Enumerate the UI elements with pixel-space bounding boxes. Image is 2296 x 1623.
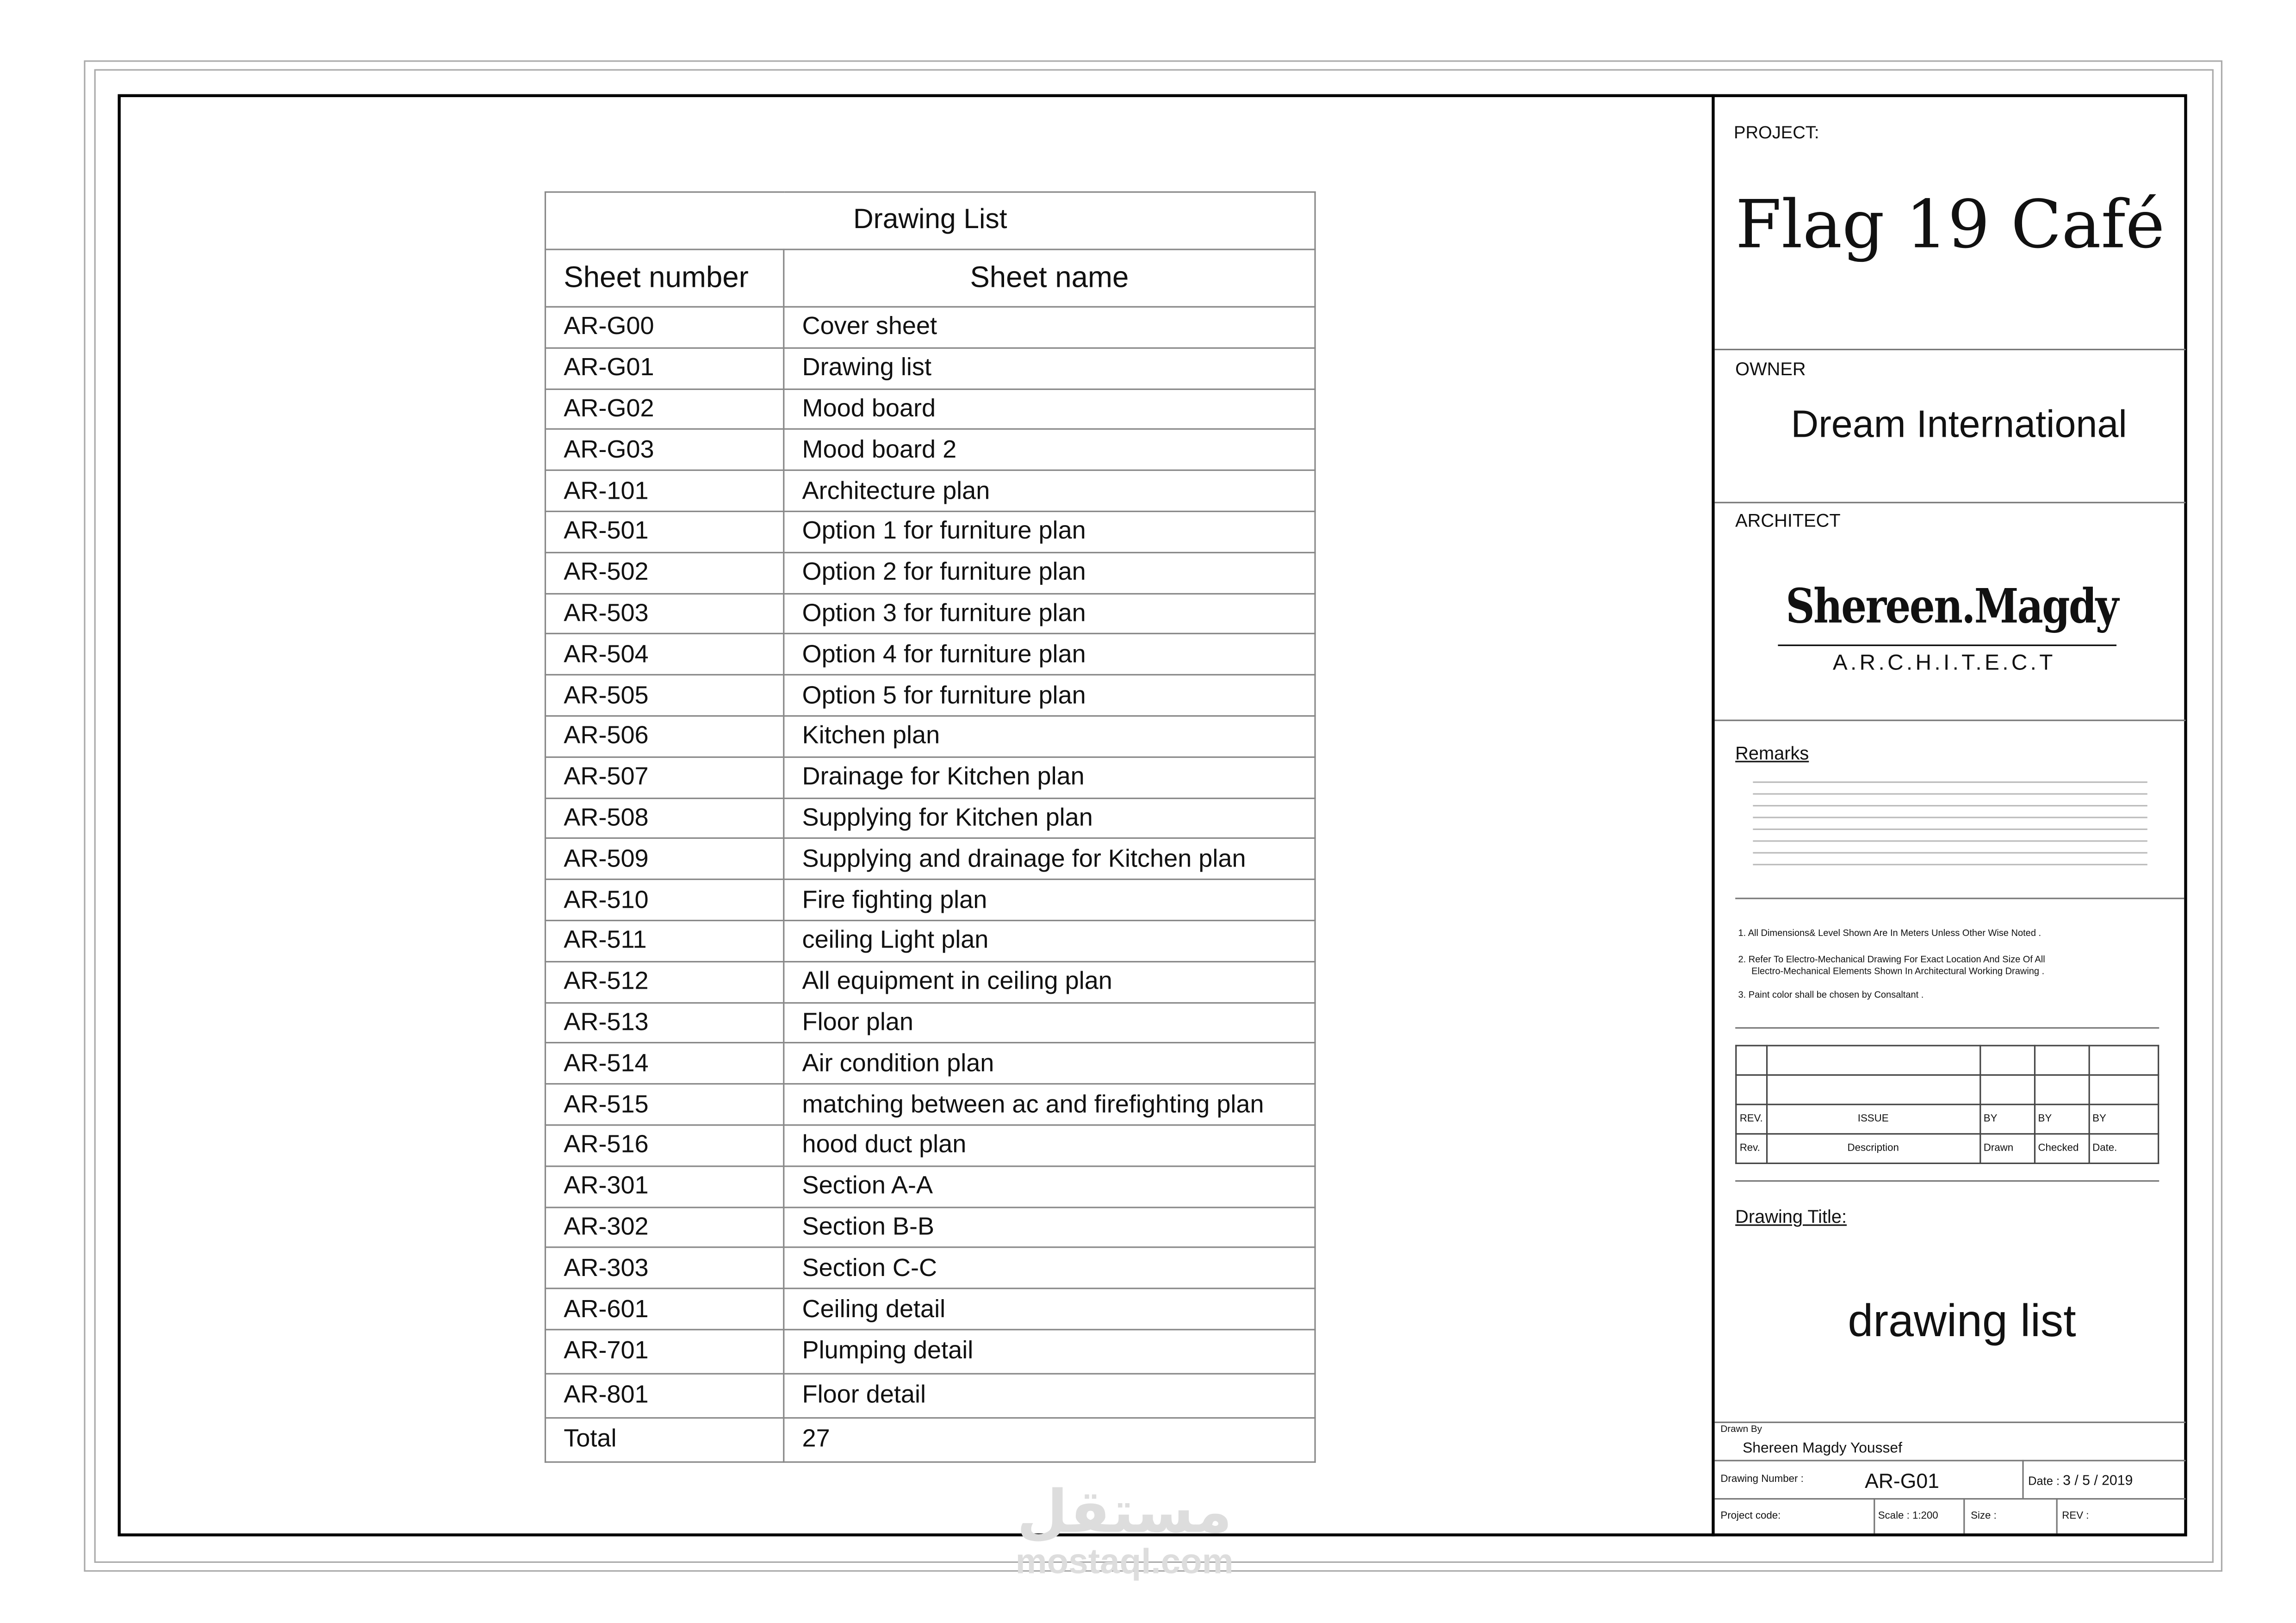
sheet-name: Option 1 for furniture plan [784, 511, 1315, 552]
divider [1735, 1180, 2159, 1182]
sheet-name: Option 5 for furniture plan [784, 675, 1315, 716]
logo-rule [1778, 644, 2116, 646]
sheet-number: AR-507 [545, 757, 783, 798]
table-row [545, 389, 1315, 429]
sheet-name: Floor detail [784, 1374, 1315, 1418]
table-row [545, 634, 1315, 675]
table-row [545, 593, 1315, 634]
table-row [545, 920, 1315, 961]
sheet-name: Section C-C [784, 1248, 1315, 1288]
sheet-name: Cover sheet [784, 307, 1315, 347]
sheet-name: Mood board [784, 389, 1315, 429]
sheet-number: AR-511 [545, 920, 783, 961]
table-row [545, 880, 1315, 920]
architect-label: ARCHITECT [1735, 510, 1841, 532]
issue-header: ISSUE [1767, 1104, 1980, 1134]
sheet-number: AR-508 [545, 798, 783, 838]
architect-logo-sub: A.R.C.H.I.T.E.C.T [1832, 650, 2056, 675]
sheet-name: Option 3 for furniture plan [784, 593, 1315, 634]
table-title: Drawing List [545, 192, 1315, 249]
sheet-name: Floor plan [784, 1002, 1315, 1043]
note-2-cont: Electro-Mechanical Elements Shown In Architectural Working Drawing . [1751, 966, 2045, 978]
divider [1715, 502, 2186, 503]
sheet-number: AR-G03 [545, 429, 783, 470]
table-row [545, 675, 1315, 716]
by-header: BY [1980, 1104, 2035, 1134]
table-row [545, 1043, 1315, 1084]
table-row [545, 471, 1315, 511]
description-header: Description [1767, 1134, 1980, 1164]
table-row [545, 1125, 1315, 1166]
sheet-number: AR-506 [545, 716, 783, 756]
sheet-number: AR-503 [545, 593, 783, 634]
sheet-name: Option 4 for furniture plan [784, 634, 1315, 675]
sheet-name: Air condition plan [784, 1043, 1315, 1084]
sheet-number: AR-601 [545, 1288, 783, 1329]
table-row [545, 429, 1315, 470]
by-header: BY [2089, 1104, 2158, 1134]
sheet-number: AR-514 [545, 1043, 783, 1084]
owner-label: OWNER [1735, 359, 1806, 380]
table-row [545, 1288, 1315, 1329]
date-header: Date. [2089, 1134, 2158, 1164]
sheet-number: AR-701 [545, 1330, 783, 1374]
table-row [545, 348, 1315, 389]
table-row [545, 1248, 1315, 1288]
sheet-name: ceiling Light plan [784, 920, 1315, 961]
total-label: Total [545, 1418, 783, 1462]
note-1: 1. All Dimensions& Level Shown Are In Meters Unless Other Wise Noted . [1738, 929, 2042, 939]
table-row [545, 839, 1315, 880]
title-block-divider [1712, 94, 1714, 1536]
drawing-title-label: Drawing Title: [1735, 1207, 1847, 1227]
sheet-number: AR-G02 [545, 389, 783, 429]
divider [1735, 1027, 2159, 1028]
sheet-name: Supplying for Kitchen plan [784, 798, 1315, 838]
sheet-name: Architecture plan [784, 471, 1315, 511]
checked-header: Checked [2035, 1134, 2089, 1164]
sheet-number: AR-301 [545, 1166, 783, 1207]
sheet-name: hood duct plan [784, 1125, 1315, 1166]
table-row [545, 1084, 1315, 1125]
table-row [545, 1166, 1315, 1207]
watermark [1015, 1479, 1234, 1583]
divider [1715, 1460, 2186, 1461]
sheet-number: AR-G01 [545, 348, 783, 389]
sheet-number: AR-509 [545, 839, 783, 880]
project-label: PROJECT: [1733, 122, 1819, 143]
sheet-number: AR-801 [545, 1374, 783, 1418]
sheet-name: Mood board 2 [784, 429, 1315, 470]
remarks-label: Remarks [1735, 743, 1809, 764]
table-row [545, 511, 1315, 552]
drawing-list-table [545, 192, 1316, 1463]
divider [1735, 898, 2184, 899]
table-row [545, 1002, 1315, 1043]
sheet-name: matching between ac and firefighting plan [784, 1084, 1315, 1125]
note-2: 2. Refer To Electro-Mechanical Drawing For Exact Location And Size Of All [1738, 955, 2045, 966]
drawing-number: AR-G01 [1865, 1468, 1939, 1493]
rev-label: REV : [2062, 1511, 2089, 1522]
date-label: Date : [2028, 1474, 2060, 1488]
divider [1715, 1498, 2186, 1499]
sheet-number: AR-302 [545, 1207, 783, 1247]
sheet-name: Option 2 for furniture plan [784, 552, 1315, 593]
divider [1715, 349, 2186, 350]
sheet-name: Fire fighting plan [784, 880, 1315, 920]
sheet-name: Drawing list [784, 348, 1315, 389]
project-name: Flag 19 Café [1735, 185, 2165, 264]
sheet-name: Section B-B [784, 1207, 1315, 1247]
sheet-number: AR-510 [545, 880, 783, 920]
table-row [545, 716, 1315, 756]
sheet-number: AR-504 [545, 634, 783, 675]
divider [1715, 1422, 2186, 1423]
drawn-by: Shereen Magdy Youssef [1743, 1441, 1902, 1457]
table-row [545, 1374, 1315, 1418]
table-row [545, 307, 1315, 347]
watermark-latin: mostaql.com [1015, 1542, 1234, 1582]
architect-logo-name: Shereen.Magdy [1786, 578, 2118, 634]
sheet-number: AR-501 [545, 511, 783, 552]
by-header: BY [2035, 1104, 2089, 1134]
sheet-number: AR-513 [545, 1002, 783, 1043]
table-row [545, 757, 1315, 798]
drawn-by-label: Drawn By [1720, 1425, 1762, 1435]
header-sheet-name: Sheet name [784, 249, 1315, 307]
note-3: 3. Paint color shall be chosen by Consaltant . [1738, 990, 1924, 1001]
sheet-number: AR-G00 [545, 307, 783, 347]
watermark-arabic: مستقل [1017, 1479, 1232, 1547]
table-row [545, 1207, 1315, 1247]
sheet-name: All equipment in ceiling plan [784, 961, 1315, 1002]
divider [1715, 719, 2186, 721]
sheet-name: Section A-A [784, 1166, 1315, 1207]
sheet-number: AR-515 [545, 1084, 783, 1125]
sheet-number: AR-502 [545, 552, 783, 593]
total-row [545, 1418, 1315, 1462]
owner-name: Dream International [1791, 402, 2127, 446]
table-row [545, 798, 1315, 838]
table-row [545, 552, 1315, 593]
drawing-title: drawing list [1848, 1295, 2076, 1347]
rev-header: REV. [1736, 1104, 1767, 1134]
size-label: Size : [1971, 1511, 1997, 1522]
table-row [545, 961, 1315, 1002]
table-row [545, 1330, 1315, 1374]
sheet-number: AR-101 [545, 471, 783, 511]
rev-subheader: Rev. [1736, 1134, 1767, 1164]
drawing-number-label: Drawing Number : [1720, 1474, 1804, 1485]
sheet-number: AR-303 [545, 1248, 783, 1288]
sheet-name: Plumping detail [784, 1330, 1315, 1374]
date: 3 / 5 / 2019 [2063, 1473, 2133, 1489]
header-sheet-number: Sheet number [545, 249, 783, 307]
total-value: 27 [784, 1418, 1315, 1462]
scale-label: Scale : 1:200 [1878, 1511, 1938, 1522]
sheet-number: AR-516 [545, 1125, 783, 1166]
drawn-header: Drawn [1980, 1134, 2035, 1164]
sheet-name: Supplying and drainage for Kitchen plan [784, 839, 1315, 880]
sheet-number: AR-505 [545, 675, 783, 716]
sheet-name: Kitchen plan [784, 716, 1315, 756]
sheet-name: Ceiling detail [784, 1288, 1315, 1329]
project-code-label: Project code: [1720, 1511, 1781, 1522]
revision-table [1735, 1045, 2159, 1164]
sheet-number: AR-512 [545, 961, 783, 1002]
sheet-name: Drainage for Kitchen plan [784, 757, 1315, 798]
